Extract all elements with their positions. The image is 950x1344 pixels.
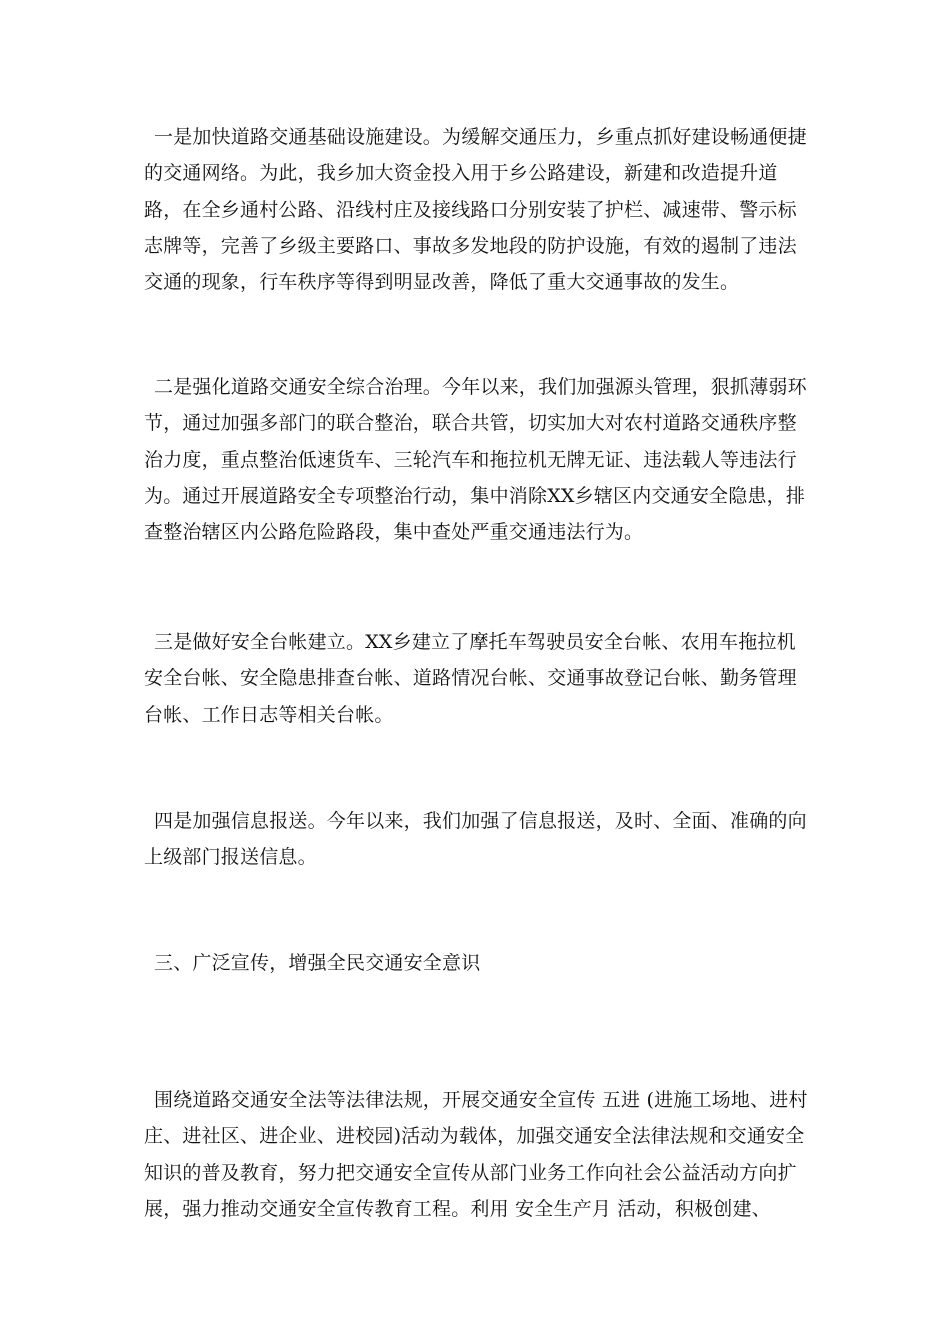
- paragraph-governance: [144, 369, 812, 550]
- paragraph-text: 四是加强信息报送。今年以来，我们加强了信息报送，及时、全面、准确的向上级部门报送信息。: [144, 810, 807, 869]
- paragraph-text: 二是强化道路交通安全综合治理。今年以来，我们加强源头管理，狠抓薄弱环节，通过加强多部门的联合整治，联合共管，切实加大对农村道路交通秩序整治力度，重点整治低速货车、三轮汽车和拖拉机无牌无证、违法载人等违法行为。通过开展道路安全专项整治行动，集中消除XX乡辖区内交通安全隐患，排查整治辖区内公路危险路段，集中查处严重交通违法行为。: [144, 376, 807, 544]
- paragraph-ledger: [144, 624, 812, 733]
- paragraph-text: 围绕道路交通安全法等法律法规，开展交通安全宣传 五进 (进施工场地、进村庄、进社区、进企业、进校园)活动为载体，加强交通安全法律法规和交通安全知识的普及教育，努力把交通安全宣传从部门业务工作向社会公益活动方向扩展，强力推动交通安全宣传教育工程。利用 安全生产月 活动，积极创建、: [144, 1089, 808, 1220]
- paragraph-text: 三是做好安全台帐建立。XX乡建立了摩托车驾驶员安全台帐、农用车拖拉机安全台帐、安全隐患排查台帐、道路情况台帐、交通事故登记台帐、勤务管理台帐、工作日志等相关台帐。: [144, 631, 797, 726]
- heading-text: 三、广泛宣传，增强全民交通安全意识: [154, 952, 481, 974]
- section-heading: [144, 945, 812, 981]
- paragraph-infrastructure: [144, 119, 812, 300]
- paragraph-reporting: [144, 803, 812, 876]
- paragraph-text: 一是加快道路交通基础设施建设。为缓解交通压力，乡重点抓好建设畅通便捷的交通网络。为此，我乡加大资金投入用于乡公路建设，新建和改造提升道路，在全乡通村公路、沿线村庄及接线路口分别安装了护栏、减速带、警示标志牌等，完善了乡级主要路口、事故多发地段的防护设施，有效的遏制了违法交通的现象，行车秩序等得到明显改善，降低了重大交通事故的发生。: [144, 126, 807, 294]
- paragraph-publicity: [144, 1082, 812, 1227]
